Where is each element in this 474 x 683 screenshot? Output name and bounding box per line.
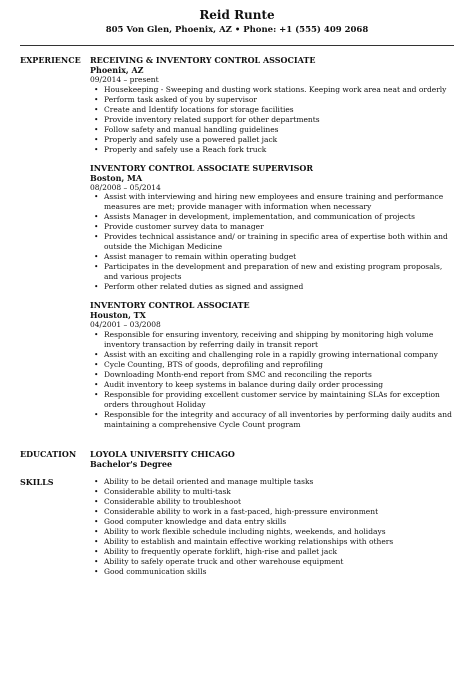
job-bullets	[90, 192, 458, 292]
contact-line: 805 Von Glen, Phoenix, AZ • Phone: +1 (555) 409 2068	[105, 25, 369, 35]
skill-item: • Considerable ability to multi-task	[104, 487, 458, 497]
experience-heading: EXPERIENCE	[20, 55, 81, 65]
skill-item: • Good computer knowledge and data entry skills	[104, 517, 458, 527]
skills-body	[90, 477, 458, 577]
skill-item: • Ability to frequently operate forklift, high-rise and pallet jack	[104, 547, 458, 557]
bullet-item: • Assist with interviewing and hiring new employees and ensure training and performance measures are met; provide manager with information when necessary	[104, 192, 458, 212]
bullet-item: • Downloading Month-end report from SMC and reconciling the reports	[104, 370, 458, 380]
bullet-item: • Provides technical assistance and/ or training in specific area of expertise both within and outside the Michigan Medicine	[104, 232, 458, 252]
skills-heading: SKILLS	[20, 477, 54, 487]
bullet-item: • Perform other related duties as signed and assigned	[104, 282, 458, 292]
job-entry	[90, 55, 458, 155]
skills-list	[90, 477, 458, 577]
job-bullets	[90, 85, 458, 155]
bullet-item: • Housekeeping - Sweeping and dusting work stations. Keeping work area neat and orderly	[104, 85, 458, 95]
bullet-item: • Provide customer survey data to manager	[104, 222, 458, 232]
job-location: Houston, TX	[90, 310, 146, 320]
education-heading: EDUCATION	[20, 449, 77, 459]
bullet-item: • Assist with an exciting and challenging role in a rapidly growing international company	[104, 350, 458, 360]
bullet-item: • Participates in the development and preparation of new and existing program proposals, and various projects	[104, 262, 458, 282]
bullet-item: • Audit inventory to keep systems in balance during daily order processing	[104, 380, 458, 390]
job-title: INVENTORY CONTROL ASSOCIATE SUPERVISOR	[90, 162, 313, 173]
experience-jobs	[90, 55, 458, 438]
job-bullets	[90, 330, 458, 430]
skill-item: • Ability to work flexible schedule including nights, weekends, and holidays	[104, 527, 458, 537]
skill-item: • Considerable ability to work in a fast-paced, high-pressure environment	[104, 507, 458, 517]
bullet-item: • Create and Identify locations for storage facilities	[104, 105, 458, 115]
bullet-item: • Follow safety and manual handling guidelines	[104, 125, 458, 135]
skill-item: • Ability to be detail oriented and manage multiple tasks	[104, 477, 458, 487]
job-location: Boston, MA	[90, 172, 143, 183]
skill-item: • Ability to safely operate truck and other warehouse equipment	[104, 557, 458, 567]
degree: Bachelor's Degree	[90, 459, 173, 469]
bullet-item: • Assist manager to remain within operating budget	[104, 252, 458, 262]
resume-header	[0, 8, 474, 36]
bullet-item: • Properly and safely use a Reach fork truck	[104, 145, 458, 155]
bullet-item: • Responsible for ensuring inventory, receiving and shipping by monitoring high volume inventory transaction by referring daily in transit report	[104, 330, 458, 350]
skill-item: • Good communication skills	[104, 567, 458, 577]
bullet-item: • Responsible for providing excellent customer service by maintaining SLAs for exception orders throughout Holiday	[104, 390, 458, 410]
education-body	[90, 449, 458, 469]
bullet-item: • Responsible for the integrity and accuracy of all inventories by performing daily audits and maintaining a comprehensive Cycle Count program	[104, 410, 458, 430]
bullet-item: • Cycle Counting, BTS of goods, deprofiling and reprofiling	[104, 360, 458, 370]
bullet-item: • Assists Manager in development, implementation, and communication of projects	[104, 212, 458, 222]
bullet-item: • Provide inventory related support for other departments	[104, 115, 458, 125]
skill-item: • Considerable ability to troubleshoot	[104, 497, 458, 507]
header-divider	[20, 45, 454, 46]
bullet-item: • Perform task asked of you by supervisor	[104, 95, 458, 105]
job-location: Phoenix, AZ	[90, 65, 144, 75]
job-dates: 09/2014 – present	[90, 75, 159, 84]
job-entry	[90, 163, 458, 293]
job-title: INVENTORY CONTROL ASSOCIATE	[90, 300, 250, 310]
job-dates: 08/2008 – 05/2014	[90, 182, 161, 192]
candidate-name: Reid Runte	[199, 8, 275, 22]
job-entry	[90, 300, 458, 430]
bullet-item: • Properly and safely use a powered pallet jack	[104, 135, 458, 145]
school-name: LOYOLA UNIVERSITY CHICAGO	[90, 449, 235, 459]
skill-item: • Ability to establish and maintain effective working relationships with others	[104, 537, 458, 547]
job-title: RECEIVING & INVENTORY CONTROL ASSOCIATE	[90, 55, 316, 65]
job-dates: 04/2001 – 03/2008	[90, 320, 161, 329]
